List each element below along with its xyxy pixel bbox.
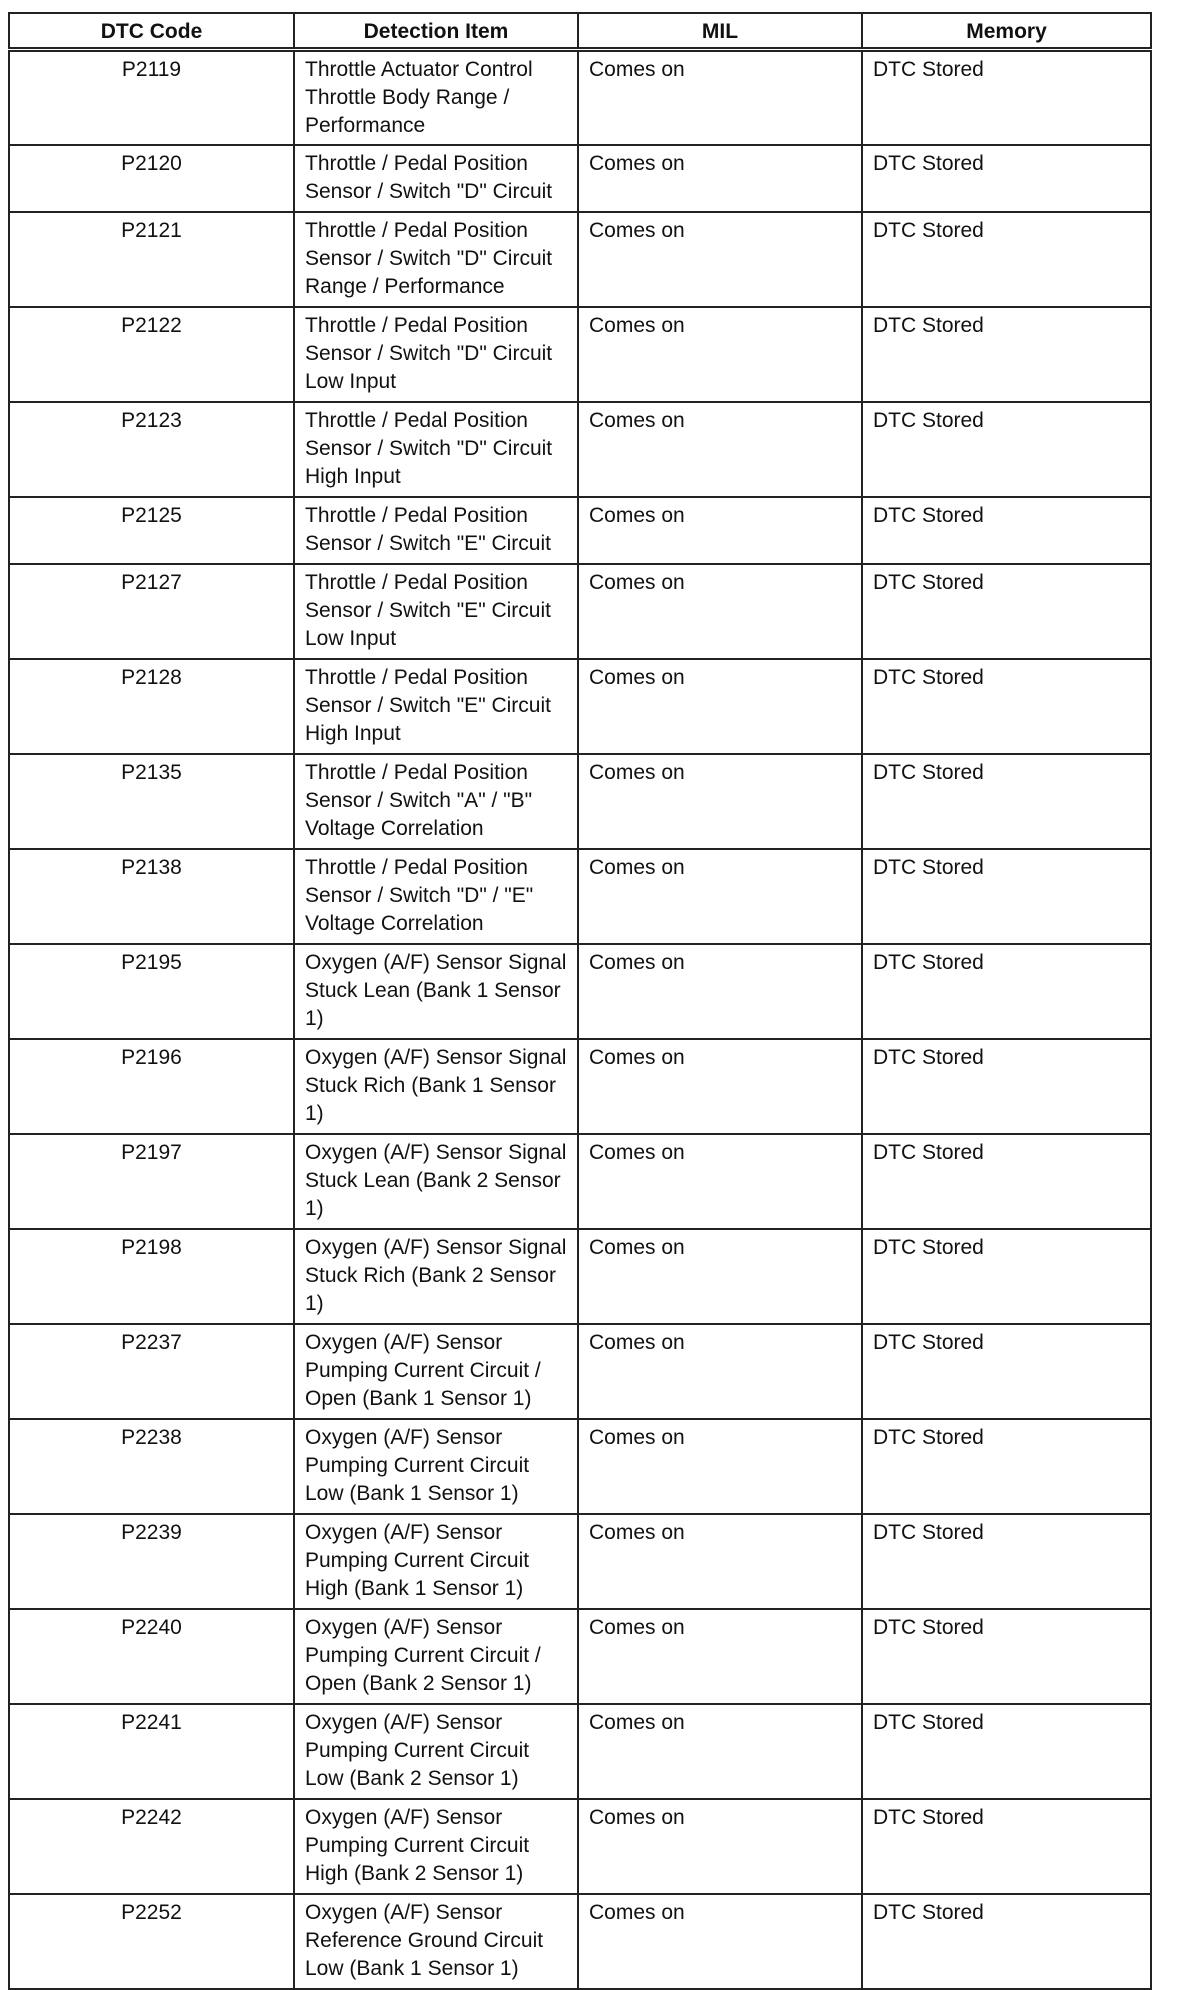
detection-item-cell: Oxygen (A/F) Sensor Signal Stuck Lean (Bank 1 Sensor 1) (294, 944, 578, 1039)
mil-cell: Comes on (578, 849, 862, 944)
dtc-code-cell: P2237 (9, 1324, 294, 1419)
mil-cell: Comes on (578, 1894, 862, 1989)
dtc-code-cell: P2135 (9, 754, 294, 849)
dtc-code-cell: P2238 (9, 1419, 294, 1514)
memory-cell: DTC Stored (862, 1609, 1151, 1704)
memory-cell: DTC Stored (862, 754, 1151, 849)
table-row (9, 1704, 1151, 1799)
table-row (9, 1894, 1151, 1989)
table-row (9, 1419, 1151, 1514)
memory-cell: DTC Stored (862, 944, 1151, 1039)
memory-cell: DTC Stored (862, 659, 1151, 754)
mil-cell: Comes on (578, 659, 862, 754)
mil-cell: Comes on (578, 145, 862, 212)
table-row (9, 1229, 1151, 1324)
memory-cell: DTC Stored (862, 1514, 1151, 1609)
dtc-code-cell: P2128 (9, 659, 294, 754)
detection-item-cell: Oxygen (A/F) Sensor Signal Stuck Lean (Bank 2 Sensor 1) (294, 1134, 578, 1229)
memory-cell: DTC Stored (862, 402, 1151, 497)
mil-cell: Comes on (578, 1419, 862, 1514)
table-row (9, 1799, 1151, 1894)
table-row (9, 849, 1151, 944)
table-row (9, 944, 1151, 1039)
dtc-code-cell: P2119 (9, 49, 294, 145)
table-row (9, 754, 1151, 849)
detection-item-cell: Throttle / Pedal Position Sensor / Switch "D" Circuit High Input (294, 402, 578, 497)
dtc-code-cell: P2122 (9, 307, 294, 402)
mil-cell: Comes on (578, 1324, 862, 1419)
mil-cell: Comes on (578, 1799, 862, 1894)
memory-cell: DTC Stored (862, 212, 1151, 307)
memory-cell: DTC Stored (862, 1324, 1151, 1419)
mil-cell: Comes on (578, 564, 862, 659)
dtc-code-cell: P2239 (9, 1514, 294, 1609)
detection-item-cell: Oxygen (A/F) Sensor Pumping Current Circuit Low (Bank 1 Sensor 1) (294, 1419, 578, 1514)
dtc-code-cell: P2252 (9, 1894, 294, 1989)
mil-cell: Comes on (578, 49, 862, 145)
dtc-code-cell: P2196 (9, 1039, 294, 1134)
memory-cell: DTC Stored (862, 1134, 1151, 1229)
memory-cell: DTC Stored (862, 497, 1151, 564)
header-mil: MIL (578, 13, 862, 49)
mil-cell: Comes on (578, 307, 862, 402)
dtc-code-cell: P2240 (9, 1609, 294, 1704)
dtc-code-cell: P2198 (9, 1229, 294, 1324)
table-row (9, 1039, 1151, 1134)
mil-cell: Comes on (578, 1229, 862, 1324)
detection-item-cell: Oxygen (A/F) Sensor Pumping Current Circuit High (Bank 2 Sensor 1) (294, 1799, 578, 1894)
header-detection-item: Detection Item (294, 13, 578, 49)
detection-item-cell: Throttle / Pedal Position Sensor / Switch "E" Circuit High Input (294, 659, 578, 754)
memory-cell: DTC Stored (862, 1894, 1151, 1989)
memory-cell: DTC Stored (862, 564, 1151, 659)
table-header (9, 13, 1151, 49)
mil-cell: Comes on (578, 1039, 862, 1134)
dtc-code-cell: P2123 (9, 402, 294, 497)
mil-cell: Comes on (578, 497, 862, 564)
detection-item-cell: Oxygen (A/F) Sensor Signal Stuck Rich (Bank 1 Sensor 1) (294, 1039, 578, 1134)
mil-cell: Comes on (578, 1609, 862, 1704)
table-row (9, 564, 1151, 659)
memory-cell: DTC Stored (862, 1039, 1151, 1134)
mil-cell: Comes on (578, 1134, 862, 1229)
memory-cell: DTC Stored (862, 1419, 1151, 1514)
mil-cell: Comes on (578, 212, 862, 307)
detection-item-cell: Oxygen (A/F) Sensor Pumping Current Circuit / Open (Bank 2 Sensor 1) (294, 1609, 578, 1704)
detection-item-cell: Throttle / Pedal Position Sensor / Switch "E" Circuit (294, 497, 578, 564)
dtc-code-cell: P2127 (9, 564, 294, 659)
memory-cell: DTC Stored (862, 1704, 1151, 1799)
dtc-code-cell: P2241 (9, 1704, 294, 1799)
memory-cell: DTC Stored (862, 849, 1151, 944)
dtc-code-cell: P2195 (9, 944, 294, 1039)
memory-cell: DTC Stored (862, 307, 1151, 402)
detection-item-cell: Oxygen (A/F) Sensor Pumping Current Circuit Low (Bank 2 Sensor 1) (294, 1704, 578, 1799)
detection-item-cell: Throttle / Pedal Position Sensor / Switch "D" Circuit (294, 145, 578, 212)
detection-item-cell: Oxygen (A/F) Sensor Pumping Current Circuit / Open (Bank 1 Sensor 1) (294, 1324, 578, 1419)
detection-item-cell: Oxygen (A/F) Sensor Pumping Current Circuit High (Bank 1 Sensor 1) (294, 1514, 578, 1609)
dtc-code-cell: P2138 (9, 849, 294, 944)
dtc-code-cell: P2125 (9, 497, 294, 564)
dtc-code-cell: P2242 (9, 1799, 294, 1894)
mil-cell: Comes on (578, 1704, 862, 1799)
detection-item-cell: Throttle / Pedal Position Sensor / Switch "D" Circuit Low Input (294, 307, 578, 402)
table-row (9, 402, 1151, 497)
mil-cell: Comes on (578, 402, 862, 497)
table-row (9, 1324, 1151, 1419)
table-row (9, 497, 1151, 564)
detection-item-cell: Throttle / Pedal Position Sensor / Switch "E" Circuit Low Input (294, 564, 578, 659)
memory-cell: DTC Stored (862, 145, 1151, 212)
memory-cell: DTC Stored (862, 1799, 1151, 1894)
dtc-code-cell: P2197 (9, 1134, 294, 1229)
table-row (9, 145, 1151, 212)
dtc-code-cell: P2120 (9, 145, 294, 212)
memory-cell: DTC Stored (862, 49, 1151, 145)
detection-item-cell: Oxygen (A/F) Sensor Signal Stuck Rich (Bank 2 Sensor 1) (294, 1229, 578, 1324)
table-row (9, 212, 1151, 307)
detection-item-cell: Throttle Actuator Control Throttle Body Range / Performance (294, 49, 578, 145)
table-row (9, 659, 1151, 754)
table-row (9, 1514, 1151, 1609)
header-memory: Memory (862, 13, 1151, 49)
memory-cell: DTC Stored (862, 1229, 1151, 1324)
table-row (9, 1134, 1151, 1229)
table-body (9, 49, 1151, 1989)
mil-cell: Comes on (578, 1514, 862, 1609)
header-dtc-code: DTC Code (9, 13, 294, 49)
table-row (9, 49, 1151, 145)
dtc-code-cell: P2121 (9, 212, 294, 307)
table-row (9, 1609, 1151, 1704)
detection-item-cell: Throttle / Pedal Position Sensor / Switch "D" Circuit Range / Performance (294, 212, 578, 307)
table-row (9, 307, 1151, 402)
header-row (9, 13, 1151, 49)
detection-item-cell: Throttle / Pedal Position Sensor / Switch "D" / "E" Voltage Correlation (294, 849, 578, 944)
detection-item-cell: Oxygen (A/F) Sensor Reference Ground Circuit Low (Bank 1 Sensor 1) (294, 1894, 578, 1989)
mil-cell: Comes on (578, 754, 862, 849)
dtc-table (8, 12, 1152, 1990)
mil-cell: Comes on (578, 944, 862, 1039)
detection-item-cell: Throttle / Pedal Position Sensor / Switch "A" / "B" Voltage Correlation (294, 754, 578, 849)
